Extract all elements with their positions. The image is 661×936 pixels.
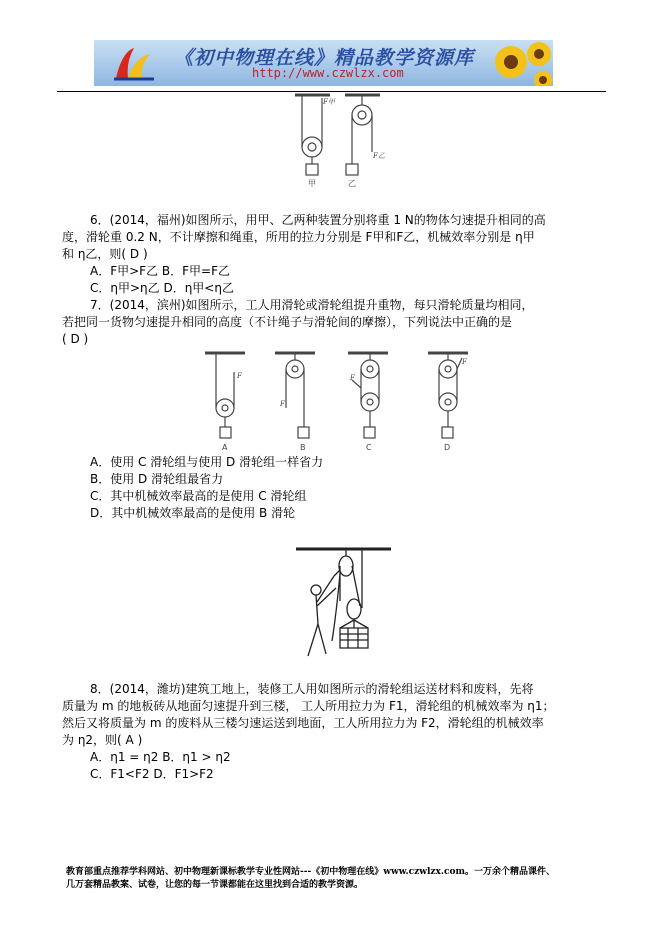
label-f-jia: F甲 — [323, 98, 335, 106]
label-jia: 甲 — [308, 179, 316, 188]
q7-option-c: C．其中机械效率最高的是使用 C 滑轮组 — [90, 489, 307, 503]
label-a: A — [222, 443, 228, 452]
q7-line2: 若把同一货物匀速提升相同的高度（不计绳子与滑轮间的摩擦），下列说法中正确的是 — [62, 315, 513, 329]
logo-icon — [112, 44, 156, 82]
pulley-figure-jia-yi — [290, 92, 390, 192]
banner-title: 《初中物理在线》精品教学资源库 — [174, 47, 475, 69]
pulley-figure-abcd — [200, 350, 490, 454]
footer-line1: 教育部重点推荐学科网站、初中物理新课标教学专业性网站---《初中物理在线》www.czwlzx.com。一万余个精品课件、 — [66, 867, 556, 877]
label-c: C — [366, 443, 372, 452]
banner-url[interactable]: http://www.czwlzx.com — [252, 66, 404, 80]
label-f-d: F — [462, 358, 467, 366]
label-f-a: F — [237, 372, 242, 380]
label-f-yi: F乙 — [373, 152, 385, 160]
q8-line1: 8．(2014，潍坊)建筑工地上，装修工人用如图所示的滑轮组运送材料和废料，先将 — [90, 682, 534, 696]
sunflower-icon — [489, 40, 553, 86]
q7-option-d: D．其中机械效率最高的是使用 B 滑轮 — [90, 506, 296, 520]
q7-option-b: B．使用 D 滑轮组最省力 — [90, 472, 224, 486]
q8-options-ab: A．η1 = η2 B．η1 > η2 — [90, 750, 231, 764]
q7-line1: 7．(2014，滨州)如图所示，工人用滑轮或滑轮组提升重物，每只滑轮质量均相同， — [90, 298, 534, 312]
q6-options-ab: A．F甲>F乙 B．F甲=F乙 — [90, 264, 230, 278]
footer-line2: 几万套精品教案、试卷，让您的每一节课都能在这里找到合适的教学资源。 — [66, 880, 364, 890]
label-yi: 乙 — [348, 179, 356, 188]
q8-options-cd: C．F1<F2 D．F1>F2 — [90, 767, 214, 781]
q6-line3: 和 η乙，则( D ) — [62, 247, 148, 261]
worker-pulley-figure — [296, 546, 391, 666]
label-b: B — [300, 443, 306, 452]
header-banner — [94, 40, 553, 86]
q6-options-cd: C．η甲>η乙 D．η甲<η乙 — [90, 281, 234, 295]
q8-line2: 质量为 m 的地板砖从地面匀速提升到三楼， 工人所用拉力为 F1，滑轮组的机械效率为 η1； — [62, 699, 555, 713]
q8-line3: 然后又将质量为 m 的废料从三楼匀速运送到地面，工人所用拉力为 F2，滑轮组的机械效率 — [62, 716, 544, 730]
q7-option-a: A．使用 C 滑轮组与使用 D 滑轮组一样省力 — [90, 455, 324, 469]
label-f-c: F — [350, 374, 355, 382]
label-f-b: F — [280, 400, 285, 408]
q7-line3: ( D ) — [62, 332, 89, 346]
label-d: D — [444, 443, 451, 452]
q6-line1: 6．(2014，福州)如图所示，用甲、乙两种装置分别将重 1 N的物体匀速提升相同的高 — [90, 213, 546, 227]
q8-line4: 为 η2，则( A ) — [62, 733, 143, 747]
q6-line2: 度，滑轮重 0.2 N，不计摩擦和绳重，所用的拉力分别是 F甲和F乙，机械效率分别是 η甲 — [62, 230, 535, 244]
